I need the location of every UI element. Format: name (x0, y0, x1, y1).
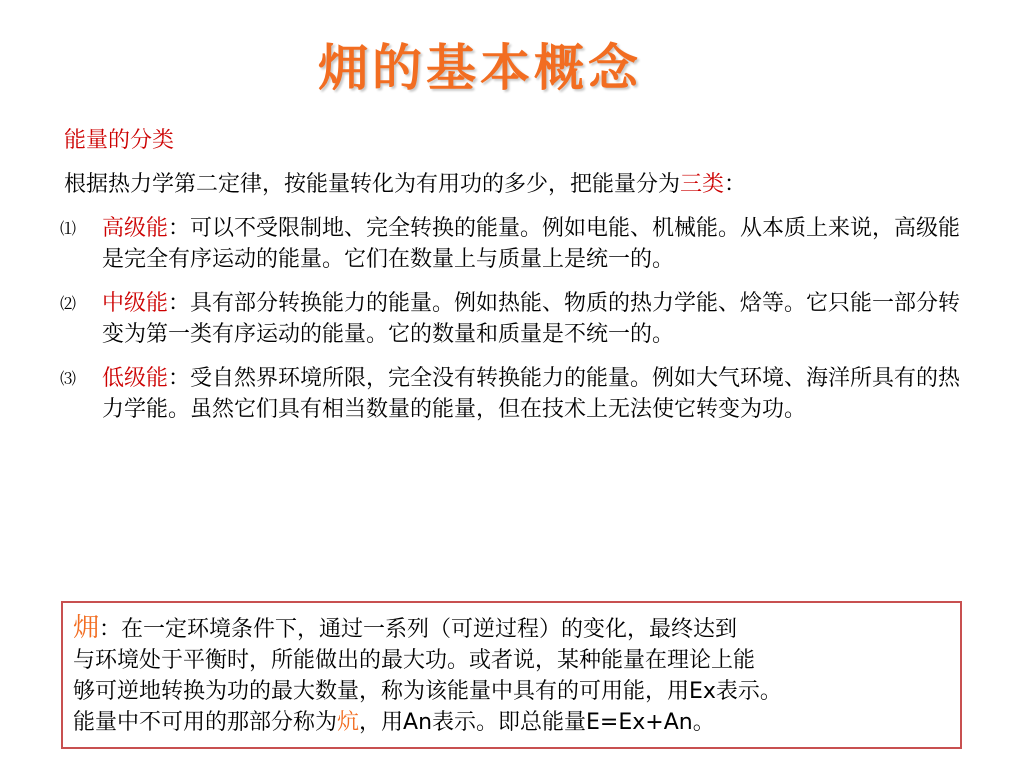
definition-box (61, 601, 962, 749)
intro-text: 根据热力学第二定律，按能量转化为有用功的多少，把能量分为 (64, 172, 681, 197)
section-subtitle: 能量的分类 (64, 128, 175, 153)
definition-line-2: 与环境处于平衡时，所能做出的最大功。或者说，某种能量在理论上能 (73, 648, 756, 673)
list-item (60, 363, 964, 425)
definition-text-1: ：在一定环境条件下，通过一系列（可逆过程）的变化，最终达到 (99, 617, 738, 642)
definition-text-4b: ，用An表示。即总能量E=Ex+An。 (359, 710, 715, 735)
anergy-term: 炕 (337, 710, 360, 735)
intro-paragraph (64, 170, 964, 200)
intro-highlight: 三类 (680, 172, 725, 197)
item-term: 高级能 (102, 216, 169, 241)
item-term: 中级能 (102, 291, 169, 316)
page-title: 㶲的基本概念 (318, 39, 642, 97)
definition-text-4a: 能量中不可用的那部分称为 (73, 710, 338, 735)
item-number: ⑶ (60, 369, 77, 388)
item-text: ：受自然界环境所限，完全没有转换能力的能量。例如大气环境、海洋所具有的热力学能。虽然它们具有相当数量的能量，但在技术上无法使它转变为功。 (102, 366, 961, 422)
definition-line-4 (73, 707, 960, 738)
item-term: 低级能 (102, 366, 169, 391)
exergy-term: 㶲 (73, 613, 100, 643)
item-text: ：具有部分转换能力的能量。例如热能、物质的热力学能、焓等。它只能一部分转变为第一类有序运动的能量。它的数量和质量是不统一的。 (102, 291, 961, 347)
content-body (60, 126, 964, 438)
definition-line-3: 够可逆地转换为功的最大数量，称为该能量中具有的可用能，用Ex表示。 (73, 679, 782, 704)
list-item (60, 213, 964, 275)
item-text: ：可以不受限制地、完全转换的能量。例如电能、机械能。从本质上来说，高级能是完全有序运动的能量。它们在数量上与质量上是统一的。 (102, 216, 961, 272)
item-number: ⑵ (60, 294, 77, 313)
intro-end: ： (724, 172, 747, 197)
list-item (60, 288, 964, 350)
item-number: ⑴ (60, 219, 77, 238)
definition-line-1 (73, 613, 960, 645)
